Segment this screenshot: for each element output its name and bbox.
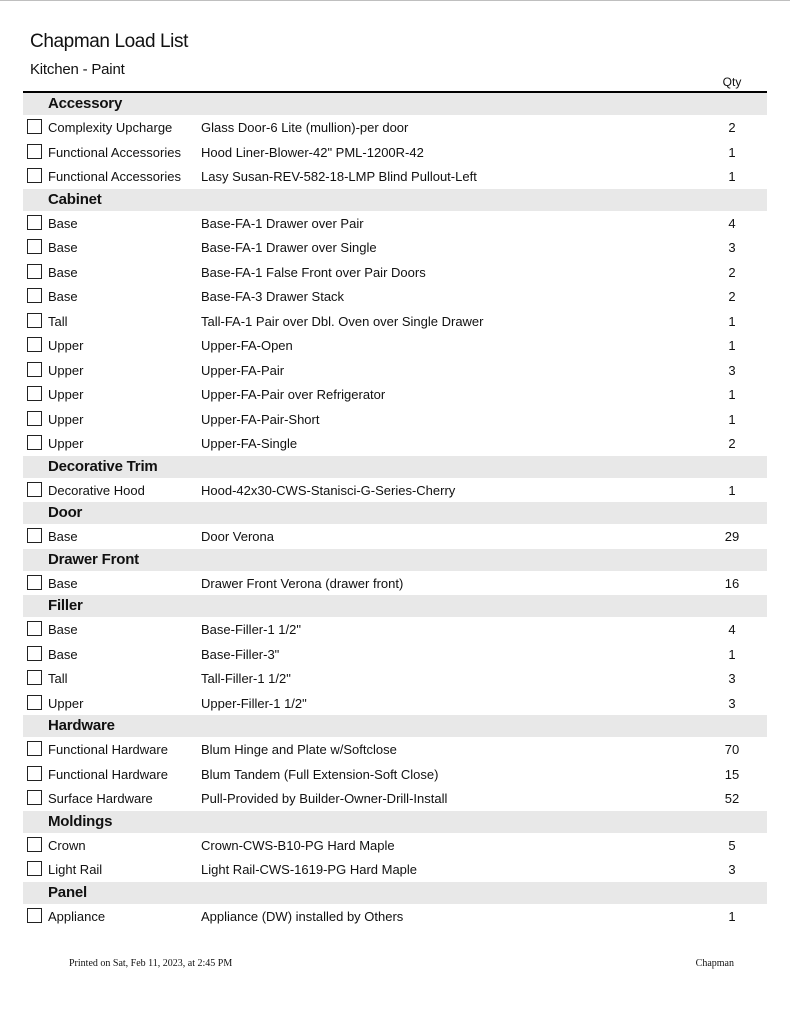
item-checkbox[interactable] [27, 144, 42, 159]
item-qty: 1 [728, 338, 736, 353]
list-item [23, 164, 767, 189]
list-item [23, 260, 767, 285]
list-item [23, 833, 767, 858]
item-checkbox[interactable] [27, 861, 42, 876]
category-header: Moldings [23, 811, 767, 833]
item-type: Complexity Upcharge [48, 120, 173, 135]
list-item [23, 524, 767, 549]
item-type: Base [48, 215, 78, 231]
list-item [23, 382, 767, 407]
item-qty: 1 [728, 144, 736, 160]
item-description: Base-FA-1 Drawer over Pair [201, 215, 364, 231]
item-type: Tall [48, 671, 68, 686]
item-qty: 2 [728, 289, 736, 304]
item-qty: 3 [728, 240, 736, 255]
item-qty: 1 [728, 169, 736, 184]
item-checkbox[interactable] [27, 435, 42, 450]
item-description: Blum Hinge and Plate w/Softclose [201, 742, 397, 757]
item-description: Upper-FA-Pair [201, 362, 285, 378]
item-checkbox[interactable] [27, 741, 42, 756]
item-checkbox[interactable] [27, 288, 42, 303]
load-list [23, 93, 767, 928]
item-checkbox[interactable] [27, 362, 42, 377]
list-item [23, 762, 767, 787]
item-checkbox[interactable] [27, 695, 42, 710]
item-checkbox[interactable] [27, 239, 42, 254]
item-qty: 1 [728, 313, 736, 329]
item-type: Base [48, 575, 78, 591]
list-item [23, 309, 767, 334]
item-checkbox[interactable] [27, 621, 42, 636]
item-description: Lasy Susan-REV-582-18-LMP Blind Pullout-Left [201, 169, 477, 184]
item-checkbox[interactable] [27, 837, 42, 852]
top-border [0, 0, 790, 1]
item-type: Decorative Hood [48, 482, 145, 498]
item-checkbox[interactable] [27, 264, 42, 279]
document-subtitle: Kitchen - Paint [30, 61, 125, 78]
item-description: Base-Filler-3" [201, 646, 280, 662]
item-qty: 2 [728, 264, 736, 280]
item-type: Upper [48, 695, 84, 711]
item-description: Door Verona [201, 529, 274, 544]
item-qty: 4 [728, 622, 736, 637]
item-qty: 1 [728, 646, 736, 662]
item-type: Upper [48, 362, 84, 378]
item-checkbox[interactable] [27, 670, 42, 685]
item-qty: 3 [728, 362, 736, 378]
item-checkbox[interactable] [27, 337, 42, 352]
item-description: Tall-Filler-1 1/2" [201, 671, 291, 686]
list-item [23, 737, 767, 762]
list-item [23, 140, 767, 165]
item-type: Base [48, 646, 78, 662]
list-item [23, 407, 767, 432]
item-description: Upper-Filler-1 1/2" [201, 695, 307, 711]
item-description: Pull-Provided by Builder-Owner-Drill-Install [201, 791, 448, 806]
item-qty: 1 [728, 387, 736, 402]
list-item [23, 235, 767, 260]
item-type: Upper [48, 436, 84, 451]
list-item [23, 786, 767, 811]
list-item [23, 691, 767, 716]
item-qty: 1 [728, 411, 736, 427]
item-qty: 1 [728, 908, 736, 924]
item-checkbox[interactable] [27, 528, 42, 543]
list-item [23, 284, 767, 309]
category-header: Accessory [23, 93, 767, 115]
list-item [23, 857, 767, 882]
item-description: Base-FA-1 Drawer over Single [201, 240, 377, 255]
list-item [23, 211, 767, 236]
item-description: Light Rail-CWS-1619-PG Hard Maple [201, 862, 418, 877]
list-item [23, 333, 767, 358]
item-checkbox[interactable] [27, 790, 42, 805]
item-type: Base [48, 622, 78, 637]
qty-column-header: Qty [722, 75, 742, 89]
list-item [23, 358, 767, 383]
item-description: Upper-FA-Open [201, 338, 293, 353]
item-description: Hood Liner-Blower-42" PML-1200R-42 [201, 144, 424, 160]
item-description: Upper-FA-Pair-Short [201, 411, 320, 427]
item-description: Hood-42x30-CWS-Stanisci-G-Series-Cherry [201, 482, 456, 498]
printed-timestamp: Printed on Sat, Feb 11, 2023, at 2:45 PM [69, 958, 233, 969]
item-type: Functional Hardware [48, 742, 168, 757]
item-qty: 52 [724, 791, 740, 806]
item-qty: 16 [724, 575, 740, 591]
item-qty: 5 [728, 837, 736, 853]
document-title: Chapman Load List [30, 31, 188, 52]
category-header: Door [23, 502, 767, 524]
list-item [23, 666, 767, 691]
category-header: Filler [23, 595, 767, 617]
item-description: Upper-FA-Pair over Refrigerator [201, 387, 386, 402]
item-type: Base [48, 240, 78, 255]
item-description: Base-FA-1 False Front over Pair Doors [201, 264, 426, 280]
item-type: Crown [48, 837, 86, 853]
item-qty: 3 [728, 671, 736, 686]
item-checkbox[interactable] [27, 386, 42, 401]
item-checkbox[interactable] [27, 766, 42, 781]
item-checkbox[interactable] [27, 411, 42, 426]
item-qty: 1 [728, 482, 736, 498]
item-qty: 29 [724, 529, 740, 544]
item-checkbox[interactable] [27, 575, 42, 590]
item-type: Surface Hardware [48, 791, 153, 806]
item-description: Appliance (DW) installed by Others [201, 908, 404, 924]
item-checkbox[interactable] [27, 646, 42, 661]
item-qty: 4 [728, 215, 736, 231]
item-description: Crown-CWS-B10-PG Hard Maple [201, 837, 395, 853]
item-type: Upper [48, 338, 84, 353]
item-type: Appliance [48, 908, 106, 924]
category-header: Panel [23, 882, 767, 904]
item-checkbox[interactable] [27, 482, 42, 497]
item-qty: 3 [728, 695, 736, 711]
item-checkbox[interactable] [27, 908, 42, 923]
item-qty: 2 [728, 120, 736, 135]
list-item [23, 642, 767, 667]
list-item [23, 115, 767, 140]
item-description: Glass Door-6 Lite (mullion)-per door [201, 120, 409, 135]
list-item [23, 617, 767, 642]
item-qty: 2 [728, 436, 736, 451]
item-type: Light Rail [48, 862, 103, 877]
item-type: Functional Accessories [48, 144, 181, 160]
item-qty: 15 [724, 766, 740, 782]
list-item [23, 904, 767, 929]
item-type: Base [48, 289, 78, 304]
category-header: Hardware [23, 715, 767, 737]
item-checkbox[interactable] [27, 313, 42, 328]
item-type: Tall [48, 313, 68, 329]
category-header: Cabinet [23, 189, 767, 211]
item-description: Base-Filler-1 1/2" [201, 622, 301, 637]
item-checkbox[interactable] [27, 119, 42, 134]
list-item [23, 431, 767, 456]
item-type: Base [48, 529, 78, 544]
item-type: Functional Accessories [48, 169, 181, 184]
item-qty: 70 [724, 742, 740, 757]
item-type: Functional Hardware [48, 766, 168, 782]
list-item [23, 571, 767, 596]
item-type: Base [48, 264, 78, 280]
item-checkbox[interactable] [27, 168, 42, 183]
item-description: Drawer Front Verona (drawer front) [201, 575, 404, 591]
list-item [23, 478, 767, 503]
item-checkbox[interactable] [27, 215, 42, 230]
footer-company: Chapman [695, 958, 734, 969]
item-type: Upper [48, 387, 84, 402]
item-description: Tall-FA-1 Pair over Dbl. Oven over Single Drawer [201, 313, 484, 329]
category-header: Decorative Trim [23, 456, 767, 478]
item-description: Upper-FA-Single [201, 436, 298, 451]
category-header: Drawer Front [23, 549, 767, 571]
item-description: Blum Tandem (Full Extension-Soft Close) [201, 766, 439, 782]
item-description: Base-FA-3 Drawer Stack [201, 289, 345, 304]
item-type: Upper [48, 411, 84, 427]
item-qty: 3 [728, 862, 736, 877]
